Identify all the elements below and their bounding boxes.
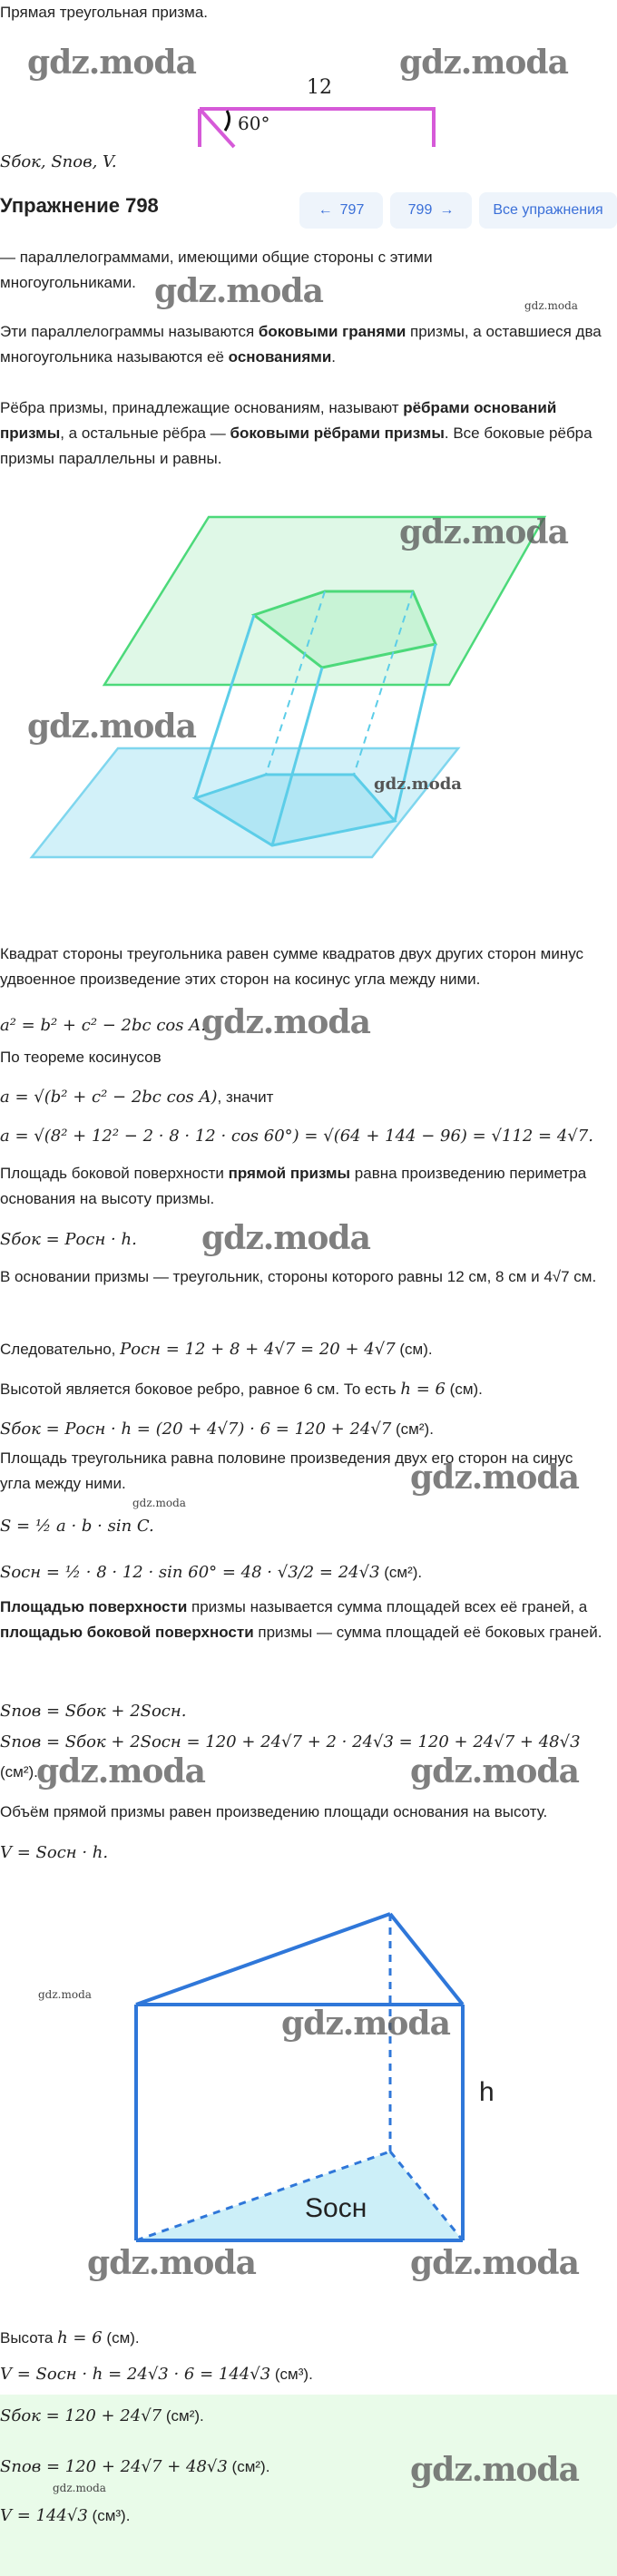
formula-math: Pосн = 12 + 8 + 4√7 = 20 + 4√7 xyxy=(120,1340,396,1359)
formula-math: h = 6 xyxy=(57,2328,103,2347)
term-lateral-edges: боковыми рёбрами призмы xyxy=(230,424,445,442)
theory-text: . xyxy=(331,348,337,366)
height-value-line xyxy=(0,2326,140,2351)
theory-text: , а остальные рёбра — xyxy=(60,424,230,442)
solution-text: (см). xyxy=(445,1381,483,1398)
prev-exercise-button[interactable] xyxy=(299,192,383,229)
solution-text: Следовательно, xyxy=(0,1341,121,1358)
formula-triangle-area: S = ½ a · b · sin C. xyxy=(0,1517,154,1536)
arrow-left-icon: ← xyxy=(318,202,333,218)
watermark: gdz.moda xyxy=(154,272,323,310)
solution-text: Высотой является боковое ребро, равное 6 см. То есть xyxy=(0,1381,401,1398)
watermark-small: gdz.moda xyxy=(53,2482,106,2494)
answer-volume xyxy=(0,2503,130,2529)
watermark: gdz.moda xyxy=(399,513,568,551)
height-line xyxy=(0,1377,483,1402)
watermark-small: gdz.moda xyxy=(132,1497,186,1509)
watermark-small: gdz.moda xyxy=(38,1988,92,2001)
answer-lateral-area xyxy=(0,2404,204,2429)
watermark: gdz.moda xyxy=(374,775,462,794)
formula-base-area xyxy=(0,1560,422,1586)
formula-text: (см²). xyxy=(162,2407,204,2425)
theory-paragraph-2 xyxy=(0,319,612,370)
watermark: gdz.moda xyxy=(410,1459,579,1497)
height-label: h xyxy=(479,2077,495,2107)
formula-lateral-area-value xyxy=(0,1417,434,1442)
theory-text: призмы, а оставшиеся два многоугольника называются её xyxy=(0,323,602,366)
lateral-area-text xyxy=(0,1161,599,1212)
term-surface-area: Площадью поверхности xyxy=(0,1598,188,1615)
formula-volume: V = Sосн · h. xyxy=(0,1843,109,1862)
surface-area-unit: (см²). xyxy=(0,1763,38,1781)
theory-text: Эти параллелограммы называются xyxy=(0,323,259,340)
next-exercise-button[interactable] xyxy=(390,192,472,229)
term-right-prism: прямой призмы xyxy=(228,1165,351,1182)
find-line: Sбок, Sпов, V. xyxy=(0,152,117,171)
formula-math: V = 144√3 xyxy=(0,2506,88,2525)
watermark: gdz.moda xyxy=(27,44,196,82)
prev-exercise-label: 797 xyxy=(339,202,365,218)
all-exercises-label: Все упражнения xyxy=(493,202,603,218)
cosine-theorem-label: По теореме косинусов xyxy=(0,1049,162,1066)
watermark: gdz.moda xyxy=(27,707,196,746)
solution-text: (см). xyxy=(395,1341,433,1358)
formula-math: Sбок = 120 + 24√7 xyxy=(0,2406,162,2425)
intro-line: Прямая треугольная призма. xyxy=(0,4,209,21)
term-bases: основаниями xyxy=(228,348,332,366)
watermark: gdz.moda xyxy=(87,2244,256,2282)
triangle-sides-text: В основании призмы — треугольник, стороны которого равны 12 см, 8 см и 4√7 см. xyxy=(0,1268,597,1285)
formula-surface-area: Sпов = Sбок + 2Sосн. xyxy=(0,1702,187,1721)
formula-math: V = Sосн · h = 24√3 · 6 = 144√3 xyxy=(0,2365,271,2384)
watermark: gdz.moda xyxy=(410,1752,579,1791)
formula-math: Sосн = ½ · 8 · 12 · sin 60° = 48 · √3/2 = 24√3 xyxy=(0,1563,380,1582)
watermark: gdz.moda xyxy=(410,2244,579,2282)
watermark: gdz.moda xyxy=(201,1003,370,1041)
term-lateral-surface-area: площадью боковой поверхности xyxy=(0,1624,254,1641)
arrow-right-icon: → xyxy=(439,202,455,218)
top-prism-figure xyxy=(191,91,445,154)
formula-math: a = √(b² + c² − 2bc cos A) xyxy=(0,1088,218,1107)
perimeter-line xyxy=(0,1337,433,1362)
answer-surface-area xyxy=(0,2454,269,2480)
formula-math: Sбок = Pосн · h = (20 + 4√7) · 6 = 120 + 24√7 xyxy=(0,1420,392,1439)
formula-cosines: a² = b² + c² − 2bc cos A. xyxy=(0,1016,206,1035)
formula-text: , значит xyxy=(217,1088,274,1106)
formula-math: h = 6 xyxy=(400,1380,446,1399)
watermark: gdz.moda xyxy=(410,2451,579,2489)
formula-text: (см³). xyxy=(270,2366,313,2383)
formula-side-a-value: a = √(8² + 12² − 2 · 8 · 12 · cos 60°) = √(64 + 144 − 96) = √112 = 4√7. xyxy=(0,1127,593,1146)
watermark-small: gdz.moda xyxy=(524,299,578,312)
term-lateral-faces: боковыми гранями xyxy=(258,323,406,340)
theory-paragraph-3 xyxy=(0,395,612,472)
pentagonal-prism-figure xyxy=(0,508,617,871)
all-exercises-button[interactable] xyxy=(479,192,617,229)
solution-text: призмы называется сумма площадей всех её граней, а xyxy=(187,1598,588,1615)
formula-math: Sпов = 120 + 24√7 + 48√3 xyxy=(0,2457,228,2476)
solution-text: (см). xyxy=(102,2329,140,2347)
solution-text: равна произведению периметра основания на высоту призмы. xyxy=(0,1165,587,1207)
theory-text: Рёбра призмы, принадлежащие основаниям, называют xyxy=(0,399,404,416)
angle-label-60: 60° xyxy=(238,112,270,134)
surface-area-definition xyxy=(0,1595,612,1645)
theory-text: . Все боковые рёбра призмы параллельны и равны. xyxy=(0,424,593,467)
watermark: gdz.moda xyxy=(399,44,568,82)
solution-text: Площадь боковой поверхности xyxy=(0,1165,229,1182)
formula-text: (см²). xyxy=(379,1564,423,1581)
formula-lateral-area: Sбок = Pосн · h. xyxy=(0,1230,137,1249)
watermark: gdz.moda xyxy=(36,1752,205,1791)
formula-side-a xyxy=(0,1085,273,1110)
watermark: gdz.moda xyxy=(201,1219,370,1257)
solution-text: призмы — сумма площадей её боковых граней. xyxy=(253,1624,602,1641)
triangle-area-text: Площадь треугольника равна половине произведения двух его сторон на синус угла между ними. xyxy=(0,1449,573,1492)
page-title: Упражнение 798 xyxy=(0,194,159,217)
law-of-cosines-text: Квадрат стороны треугольника равен сумме квадратов двух других сторон минус удвоенное произведение этих сторон на косинус угла между ними. xyxy=(0,945,584,988)
solution-text: Высота xyxy=(0,2329,58,2347)
base-area-label: Sосн xyxy=(305,2193,367,2223)
formula-text: (см²). xyxy=(391,1420,434,1438)
side-label-12: 12 xyxy=(307,76,332,99)
term-base-edges: рёбрами оснований призмы xyxy=(0,399,557,442)
theory-text: — параллелограммами, имеющими общие стороны с этими многоугольниками. xyxy=(0,249,433,291)
watermark: gdz.moda xyxy=(281,2005,450,2043)
formula-volume-value xyxy=(0,2362,313,2387)
next-exercise-label: 799 xyxy=(407,202,433,218)
formula-text: (см³). xyxy=(87,2507,131,2524)
formula-surface-area-value: Sпов = Sбок + 2Sосн = 120 + 24√7 + 2 · 24√3 = 120 + 24√7 + 48√3 xyxy=(0,1732,581,1751)
volume-text: Объём прямой призмы равен произведению площади основания на высоту. xyxy=(0,1803,548,1820)
formula-text: (см²). xyxy=(227,2458,270,2475)
